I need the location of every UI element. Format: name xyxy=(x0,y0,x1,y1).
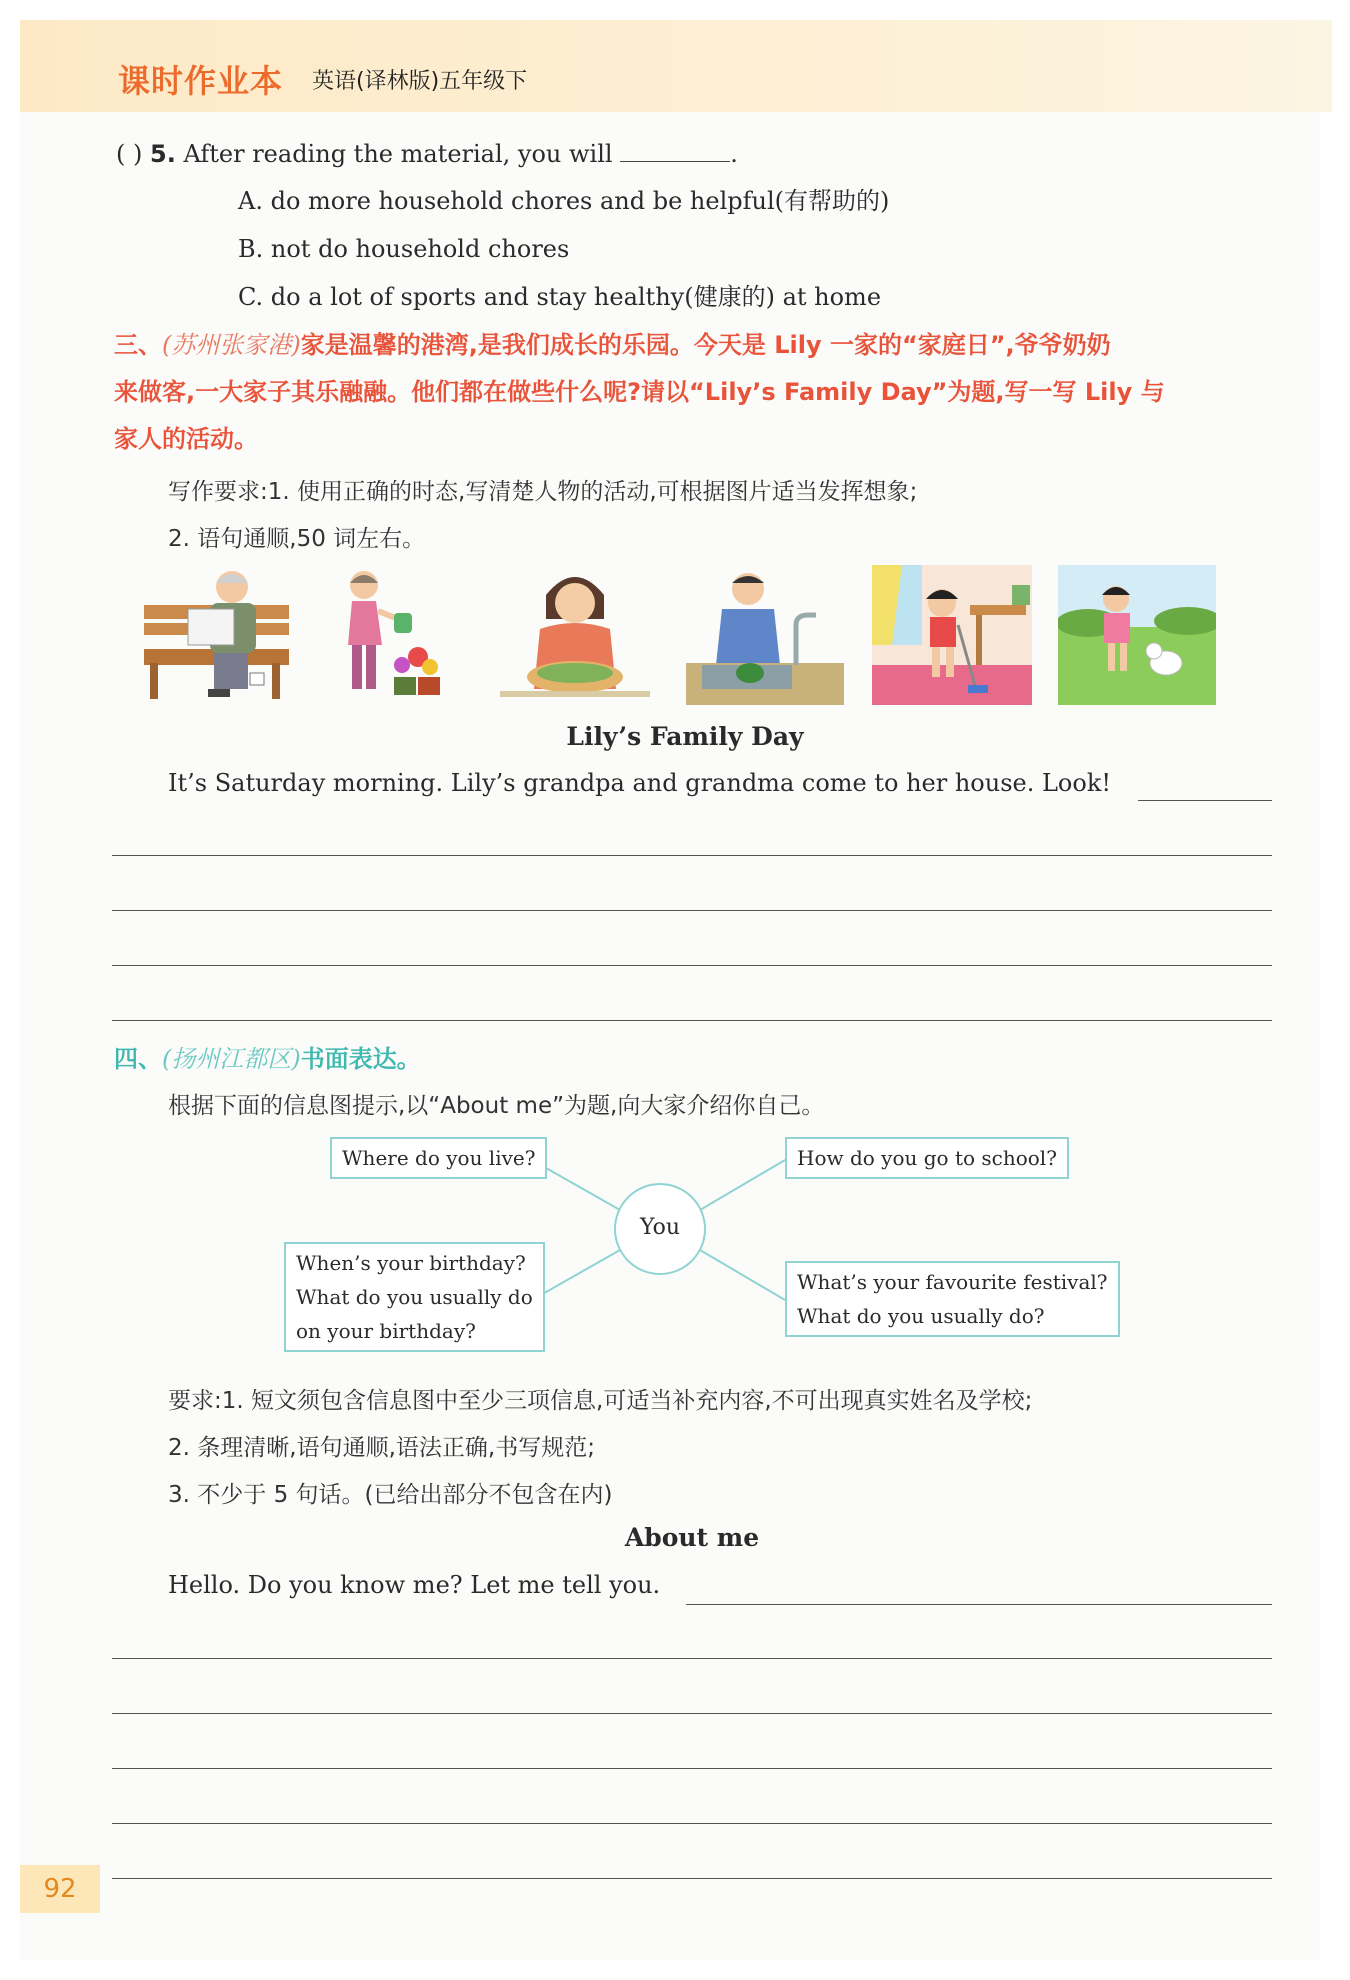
question-number: 5. xyxy=(150,140,176,168)
writing-line[interactable] xyxy=(112,1768,1272,1769)
question-stem: After reading the material, you will xyxy=(183,140,613,168)
starter-text: It’s Saturday morning. Lily’s grandpa and grandma come to her house. Look! xyxy=(168,769,1112,797)
header-subject: 英语(译林版)五年级下 xyxy=(312,69,528,94)
writing-line[interactable] xyxy=(686,1604,1272,1605)
option-a: A. do more household chores and be helpful(有帮助的) xyxy=(238,187,890,215)
answer-paren[interactable]: ( ) xyxy=(116,140,143,168)
writing-line[interactable] xyxy=(112,1878,1272,1879)
mindmap-text: How do you go to school? xyxy=(797,1146,1057,1170)
section-3-line-2: 来做客,一大家子其乐融融。他们都在做些什么呢?请以“Lily’s Family Day”为题,写一写 Lily 与 xyxy=(114,378,1165,406)
mindmap-text: Where do you live? xyxy=(342,1146,536,1170)
page-number: 92 xyxy=(20,1865,100,1913)
option-b: B. not do household chores xyxy=(238,235,570,263)
mindmap-text: What’s your favourite festival? xyxy=(797,1270,1108,1294)
mindmap-box-birthday xyxy=(284,1242,545,1352)
essay-title-family-day: Lily’s Family Day xyxy=(566,722,804,751)
stem-end: . xyxy=(730,140,738,168)
writing-requirement-2: 2. 语句通顺,50 词左右。 xyxy=(168,526,426,552)
mindmap-text: on your birthday? xyxy=(296,1319,476,1343)
essay-title-about-me: About me xyxy=(624,1523,760,1552)
section-4-requirement-2: 2. 条理清晰,语句通顺,语法正确,书写规范; xyxy=(168,1435,595,1461)
section-4-requirement-3: 3. 不少于 5 句话。(已给出部分不包含在内) xyxy=(168,1482,613,1508)
section-number: 三、 xyxy=(114,331,162,359)
writing-line[interactable] xyxy=(112,1658,1272,1659)
mindmap-text: What do you usually do? xyxy=(797,1304,1045,1328)
mindmap-box-festival xyxy=(785,1261,1120,1337)
section-text: 家是温馨的港湾,是我们成长的乐园。今天是 Lily 一家的“家庭日”,爷爷奶奶 xyxy=(300,331,1111,359)
mindmap-text: What do you usually do xyxy=(296,1285,533,1309)
mindmap-center: You xyxy=(614,1183,706,1275)
writing-requirement-1: 写作要求:1. 使用正确的时态,写清楚人物的活动,可根据图片适当发挥想象; xyxy=(168,479,918,505)
section-source: (苏州张家港) xyxy=(162,331,301,359)
section-4-requirement-1: 要求:1. 短文须包含信息图中至少三项信息,可适当补充内容,不可出现真实姓名及学校; xyxy=(168,1388,1033,1414)
writing-line[interactable] xyxy=(112,1823,1272,1824)
mindmap-box-where-live xyxy=(330,1137,547,1179)
option-c: C. do a lot of sports and stay healthy(健康的) at home xyxy=(238,283,882,311)
essay-starter-about-me xyxy=(168,1570,660,1600)
mindmap-box-go-to-school xyxy=(785,1137,1069,1179)
section-number: 四、 xyxy=(114,1045,162,1073)
section-text: 书面表达。 xyxy=(300,1045,421,1073)
section-3-line-3: 家人的活动。 xyxy=(114,425,258,453)
header-brand: 课时作业本 xyxy=(118,62,284,100)
starter-text: Hello. Do you know me? Let me tell you. xyxy=(168,1571,661,1599)
section-source: (扬州江都区) xyxy=(162,1045,301,1073)
mindmap-text: When’s your birthday? xyxy=(296,1251,526,1275)
section-4-intro: 根据下面的信息图提示,以“About me”为题,向大家介绍你自己。 xyxy=(168,1093,825,1119)
writing-line[interactable] xyxy=(112,1713,1272,1714)
